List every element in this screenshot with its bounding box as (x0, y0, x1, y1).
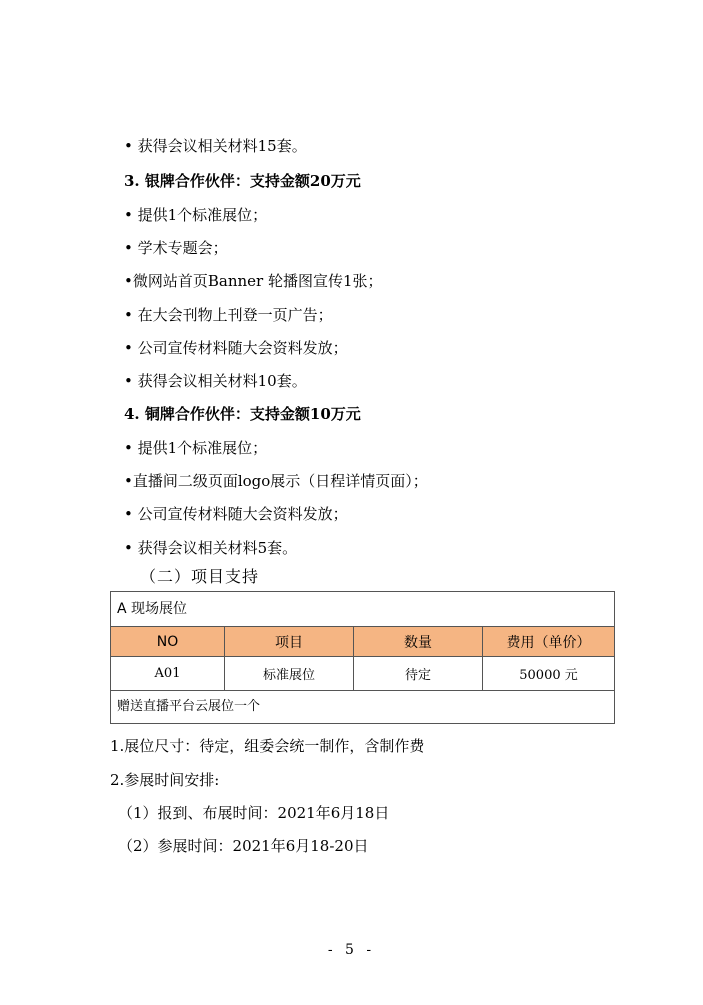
heading-bronze-partner: 4. 铜牌合作伙伴：支持金额10万元 (124, 405, 361, 423)
table-title: A 现场展位 (111, 592, 614, 627)
table-note: 赠送直播平台云展位一个 (117, 699, 261, 714)
header-price: 费用（单价） (506, 634, 591, 651)
line-company-materials: • 公司宣传材料随大会资料发放； (124, 339, 348, 357)
line-materials-10: • 获得会议相关材料10套。 (124, 372, 307, 390)
header-quantity: 数量 (354, 627, 483, 656)
line-journal-ad: • 在大会刊物上刊登一页广告； (124, 306, 333, 324)
table-row (111, 657, 614, 691)
table-header-row (111, 627, 614, 657)
header-item: 项目 (225, 627, 354, 656)
note-schedule: 2.参展时间安排: (110, 771, 220, 789)
note-exhibit-time: （2）参展时间：2021年6月18-20日 (118, 837, 369, 855)
cell-no: A01 (111, 657, 225, 690)
line-banner-promo: •微网站首页Banner 轮播图宣传1张； (124, 272, 383, 290)
section-title: （二）项目支持 (140, 567, 260, 586)
line-standard-booth: • 提供1个标准展位； (124, 206, 268, 224)
line-materials-5: • 获得会议相关材料5套。 (124, 539, 298, 557)
line-standard-booth-2: • 提供1个标准展位； (124, 439, 268, 457)
line-logo-display: •直播间二级页面logo展示（日程详情页面）； (124, 472, 428, 490)
cell-quantity: 待定 (354, 657, 483, 690)
note-setup-time: （1）报到、布展时间：2021年6月18日 (118, 804, 390, 822)
heading-silver-partner: 3. 银牌合作伙伴：支持金额20万元 (124, 172, 361, 190)
note-booth-size: 1.展位尺寸：待定，组委会统一制作，含制作费 (110, 737, 425, 755)
line-academic-session: • 学术专题会； (124, 239, 228, 257)
booth-table (110, 591, 615, 724)
page-number: - 5 - (327, 942, 376, 958)
header-no: NO (111, 627, 225, 656)
cell-price: 50000 元 (519, 668, 578, 683)
line-materials-15: • 获得会议相关材料15套。 (124, 137, 307, 155)
line-company-materials-2: • 公司宣传材料随大会资料发放； (124, 505, 348, 523)
cell-item: 标准展位 (225, 657, 354, 690)
